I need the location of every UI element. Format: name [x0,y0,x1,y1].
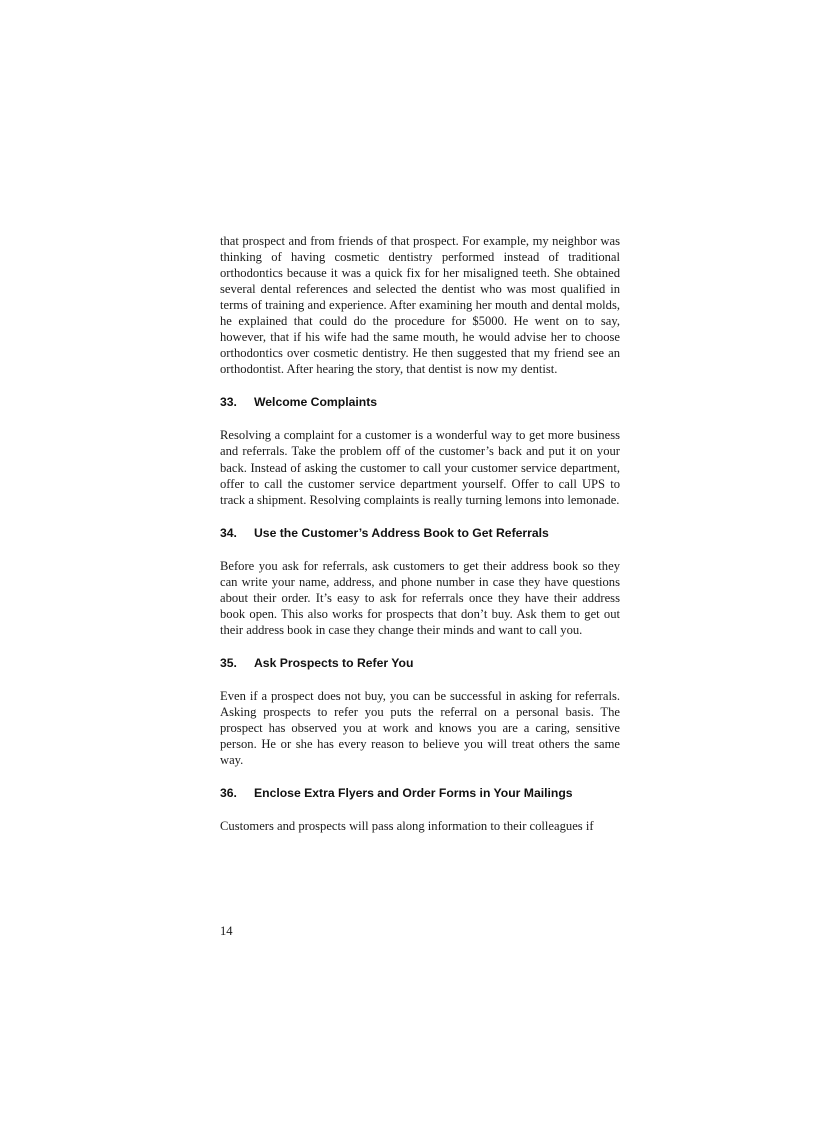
section-body: Before you ask for referrals, ask customers to get their address book so they can write your name, address, and phone number in case they have questions about their order. It’s easy to ask for referrals once they have their address book open. This also works for prospects that don’t buy. Ask them to get out their address book in case they change their minds and want to call you. [220,558,620,637]
page-content [220,233,620,834]
section-34 [220,525,620,638]
section-number: 36. [220,786,237,801]
section-heading [220,525,620,541]
section-title: Use the Customer’s Address Book to Get Referrals [254,525,549,540]
section-title: Ask Prospects to Refer You [254,655,414,670]
section-33 [220,394,620,507]
section-title: Enclose Extra Flyers and Order Forms in Your Mailings [254,786,573,801]
section-number: 35. [220,655,237,670]
opening-paragraph: that prospect and from friends of that prospect. For example, my neighbor was thinking of having cosmetic dentistry performed instead of traditional orthodontics because it was a quick fix for her misaligned teeth. She obtained several dental references and selected the dentist who was most qualified in terms of training and experience. After examining her mouth and dental molds, he explained that could do the procedure for $5000. He went on to say, however, that if his wife had the same mouth, he would advise her to choose orthodontics over cosmetic dentistry. He then suggested that my friend see an orthodontist. After hearing the story, that dentist is now my dentist. [220,234,620,377]
section-number: 33. [220,395,237,410]
section-heading [220,655,620,671]
section-heading [220,785,620,801]
section-title: Welcome Complaints [254,395,378,410]
section-35 [220,655,620,768]
section-heading [220,394,620,410]
section-body: Customers and prospects will pass along information to their colleagues if [220,819,594,834]
section-number: 34. [220,525,237,540]
section-body: Even if a prospect does not buy, you can be successful in asking for referrals. Asking prospects to refer you puts the referral on a personal basis. The prospect has observed you at work and knows you are a caring, sensitive person. He or she has every reason to believe you will treat others the same way. [220,688,620,768]
section-36 [220,785,620,834]
section-body: Resolving a complaint for a customer is a wonderful way to get more business and referrals. Take the problem off of the customer’s back and put it on your back. Instead of asking the customer to call your customer service department, offer to call the customer service department yourself. Offer to call UPS to track a shipment. Resolving complaints is really turning lemons into lemonade. [220,428,620,507]
page-number: 14 [220,924,233,938]
